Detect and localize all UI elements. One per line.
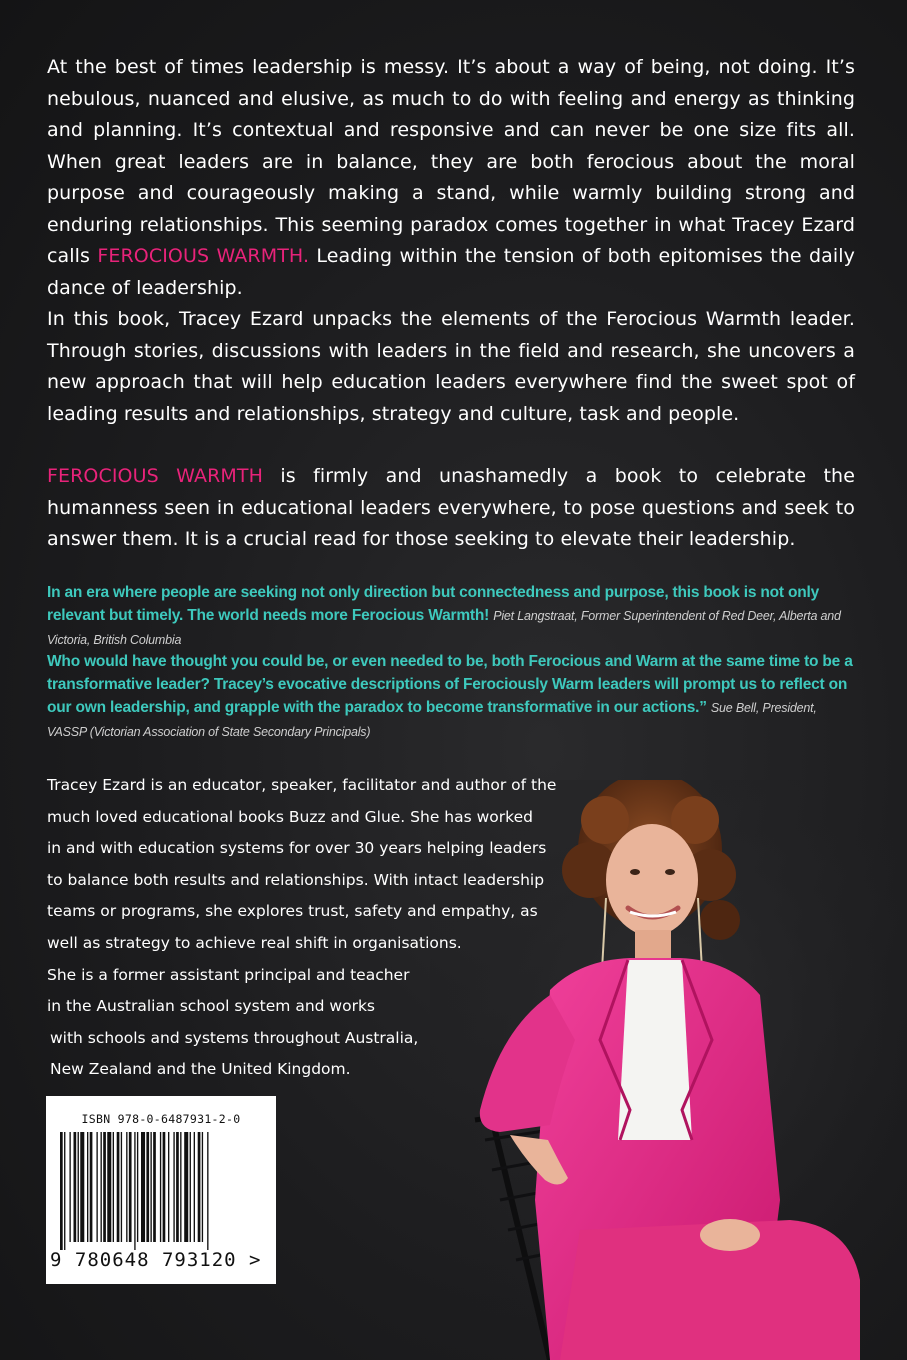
barcode-bars <box>60 1132 260 1250</box>
barcode-bar <box>117 1132 120 1242</box>
intro-text-cont: is firmly and unashamedly a book to celebrate the humanness seen in educational leaders everywhere, to pose questions and seek to answer them. It is a crucial read for those seeking to elevate their leadership. <box>47 465 855 550</box>
bio-line: New Zealand and the United Kingdom. <box>50 1060 351 1079</box>
barcode-bar <box>134 1132 135 1250</box>
endorsement-quote-2 <box>47 650 859 744</box>
barcode-bar <box>101 1132 102 1242</box>
barcode-bar <box>60 1132 63 1250</box>
barcode-bar <box>137 1132 138 1242</box>
barcode-bar <box>150 1132 151 1242</box>
barcode-bar <box>153 1132 156 1242</box>
bio-line: Tracey Ezard is an educator, speaker, facilitator and author of the <box>47 776 557 794</box>
isbn-barcode <box>46 1096 276 1284</box>
bio-line: to balance both results and relationships. With intact leadership <box>47 870 545 889</box>
intro-paragraph-1 <box>47 52 855 304</box>
bio-line: in and with education systems for over 30 years helping leaders <box>47 839 547 858</box>
endorsement-quote-1 <box>47 581 859 652</box>
barcode-bar <box>163 1132 166 1242</box>
bio-line: teams or programs, she explores trust, safety and empathy, as <box>47 902 538 921</box>
barcode-bar <box>176 1132 179 1242</box>
barcode-bar <box>78 1132 79 1242</box>
barcode-bar <box>121 1132 122 1242</box>
bio-line: well as strategy to achieve real shift in organisations. <box>47 933 462 952</box>
intro-paragraph-3 <box>47 461 855 556</box>
barcode-bar <box>180 1132 181 1242</box>
quote-attribution: Sue Bell, President, VASSP (Victorian Association of State Secondary Principals) <box>47 701 817 739</box>
intro-paragraph-2: In this book, Tracey Ezard unpacks the elements of the Ferocious Warmth leader. Through stories, discussions with leaders in the field and research, she uncovers a new approach that will help education leaders everywhere find the sweet spot of leading results and relationships, strategy and culture, task and people. <box>47 308 855 425</box>
quote-text: Who would have thought you could be, or even needed to be, both Ferocious and Warm at the same time to be a transformative leader? Tracey’s evocative descriptions of Ferociously Warm leaders will prompt us to reflect on our own leadership, and grapple with the paradox to become transformative in our actions.” <box>47 653 853 716</box>
barcode-bar <box>74 1132 77 1242</box>
barcode-bar <box>146 1132 149 1242</box>
bio-line: much loved educational books Buzz and Glue. She has worked <box>47 807 533 826</box>
barcode-bar <box>129 1132 132 1242</box>
barcode-bar <box>190 1132 191 1242</box>
barcode-bar <box>207 1132 208 1250</box>
bio-line: with schools and systems throughout Australia, <box>50 1028 419 1047</box>
barcode-bar <box>173 1132 174 1242</box>
bio-line: in the Australian school system and works <box>47 997 375 1016</box>
barcode-bar <box>87 1132 88 1242</box>
barcode-bar <box>184 1132 188 1242</box>
barcode-bar <box>160 1132 161 1242</box>
barcode-bar <box>69 1132 70 1242</box>
quote-text: In an era where people are seeking not only direction but connectedness and purpose, this book is not only relevant but timely. The world needs more Ferocious Warmth! <box>47 584 820 624</box>
barcode-bar <box>103 1132 106 1242</box>
intro-text: At the best of times leadership is messy. It’s about a way of being, not doing. It’s nebulous, nuanced and elusive, as much to do with feeling and energy as thinking and planning. It’s contextual and responsive and can never be one size fits all. When great leaders are in balance, they are both ferocious about the moral purpose and courageously making a stand, while warmly building strong and enduring relationships. This seeming paradox comes together in what Tracey Ezard calls <box>47 56 855 267</box>
barcode-bar <box>80 1132 84 1242</box>
barcode-bar <box>126 1132 127 1242</box>
isbn-label: ISBN 978-0-6487931-2-0 <box>81 1112 241 1126</box>
barcode-bar <box>64 1132 65 1250</box>
quote-attribution: Piet Langstraat, Former Superintendent of Red Deer, Alberta and Victoria, British Columbia <box>47 609 841 647</box>
barcode-bar <box>90 1132 93 1242</box>
barcode-digits: 9 780648 793120 > <box>50 1249 262 1271</box>
author-bio <box>47 770 567 1086</box>
title-highlight: FEROCIOUS WARMTH. <box>97 245 310 267</box>
barcode-bar <box>202 1132 203 1242</box>
intro-text-cont: Leading within the tension of both epitomises the daily dance of leadership. <box>47 245 856 299</box>
barcode-bar <box>141 1132 145 1242</box>
barcode-bar <box>194 1132 195 1242</box>
barcode-bar <box>107 1132 111 1242</box>
bio-line: She is a former assistant principal and teacher <box>47 965 410 984</box>
barcode-bar <box>168 1132 169 1242</box>
barcode-bar <box>198 1132 201 1242</box>
title-highlight: FEROCIOUS WARMTH <box>47 465 263 487</box>
barcode-bar <box>113 1132 114 1242</box>
barcode-bar <box>96 1132 97 1242</box>
